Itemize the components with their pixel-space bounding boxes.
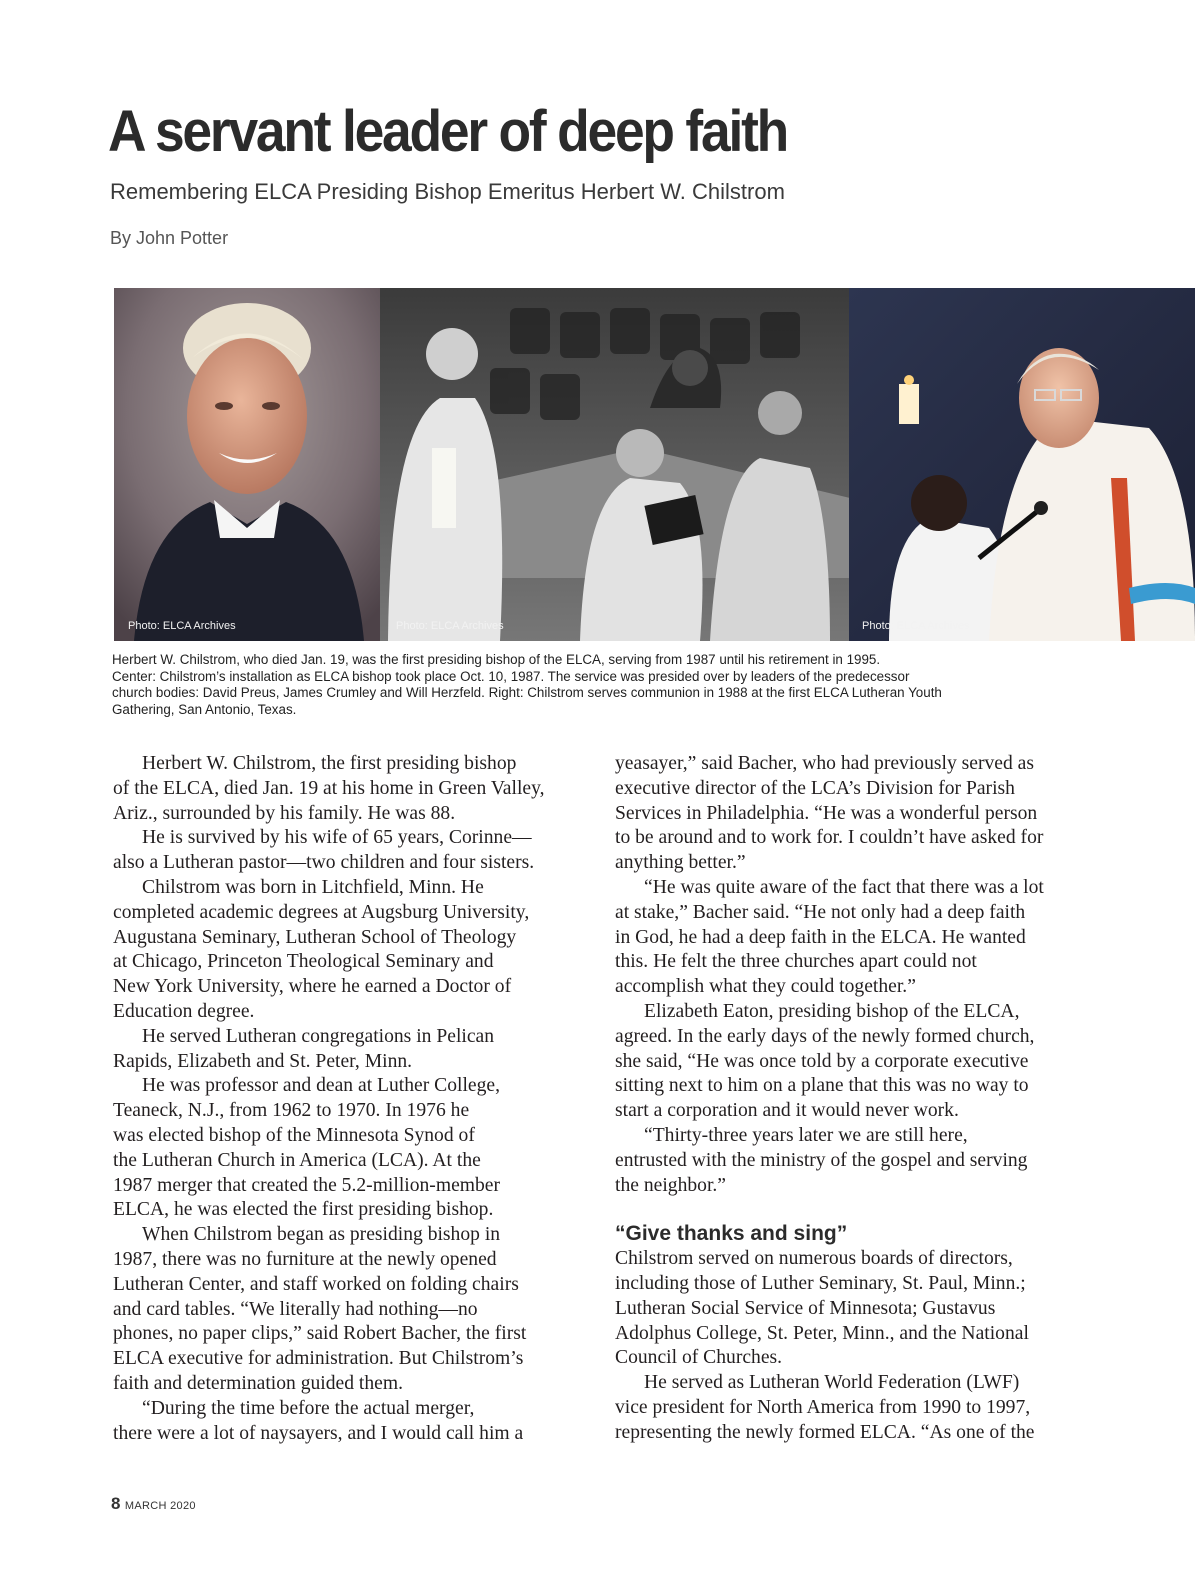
paragraph: When Chilstrom began as presiding bishop in 1987, there was no furniture at the newly opened Lutheran Center, and staff worked on folding chairs and card tables. “We literally had nothing—no phones, no paper clips,” said Robert Bacher, the first ELCA executive for administration. But Chilstrom’s faith and determination guided them. — [113, 1224, 527, 1394]
paragraph: “He was quite aware of the fact that there was a lot at stake,” Bacher said. “He not only had a deep faith in God, he had a deep faith in the ELCA. He wanted this. He felt the three churches apart could not accomplish what they could together.” — [615, 876, 1044, 998]
body-column-right — [615, 752, 1090, 1446]
page-folio — [111, 1494, 196, 1514]
body-column-left — [113, 752, 585, 1446]
paragraph: Chilstrom was born in Litchfield, Minn. He completed academic degrees at Augsburg University, Augustana Seminary, Lutheran School of Theology at Chicago, Princeton Theological Seminary and New York University, where he earned a Doctor of Education degree. — [113, 876, 530, 1022]
caption-line: Gathering, San Antonio, Texas. — [112, 701, 297, 717]
caption-line: Herbert W. Chilstrom, who died Jan. 19, was the first presiding bishop of the ELCA, serving from 1987 until his retirement in 1995. — [112, 652, 881, 667]
section-heading: “Give thanks and sing” — [615, 1222, 848, 1246]
paragraph: “During the time before the actual merger, there were a lot of naysayers, and I would call him a — [113, 1397, 524, 1444]
paragraph: Chilstrom served on numerous boards of directors, including those of Luther Seminary, St. Paul, Minn.; Lutheran Social Service of Minnesota; Gustavus Adolphus College, St. Peter, Minn., and the National Council of Churches. — [615, 1248, 1029, 1369]
paragraph: “Thirty-three years later we are still here, entrusted with the ministry of the gospel and serving the neighbor.” — [615, 1124, 1028, 1196]
paragraph: yeasayer,” said Bacher, who had previously served as executive director of the LCA’s Division for Parish Services in Philadelphia. “He was a wonderful person to be around and to work for. I couldn’t have asked for anything better.” — [615, 753, 1044, 874]
issue-date: MARCH 2020 — [124, 1500, 196, 1512]
paragraph: He was professor and dean at Luther College, Teaneck, N.J., from 1962 to 1970. In 1976 he was elected bishop of the Minnesota Synod of the Lutheran Church in America (LCA). At the 1987 merger that created the 5.2-million-member ELCA, he was elected the first presiding bishop. — [113, 1075, 501, 1221]
page-number: 8 — [111, 1494, 121, 1513]
byline: By John Potter — [110, 228, 229, 248]
paragraph: He is survived by his wife of 65 years, Corinne— also a Lutheran pastor—two children and four sisters. — [113, 827, 535, 874]
subheadline: Remembering ELCA Presiding Bishop Emeritus Herbert W. Chilstrom — [110, 179, 785, 204]
photo-credit: Photo: ELCA Archives — [128, 620, 236, 632]
paragraph: Herbert W. Chilstrom, the first presiding bishop of the ELCA, died Jan. 19 at his home in Green Valley, Ariz., surrounded by his family. He was 88. — [113, 753, 545, 824]
communion-photo — [849, 288, 1195, 641]
photo-credit: Photo: ELCA Archives — [396, 620, 504, 632]
headline: A servant leader of deep faith — [108, 99, 788, 164]
paragraph: He served as Lutheran World Federation (LWF) vice president for North America from 1990 to 1997, representing the newly formed ELCA. “As one of the — [615, 1372, 1035, 1443]
portrait-photo — [114, 288, 380, 641]
photo-credit: Photo: ELCA Archives — [862, 620, 970, 632]
photo-caption — [112, 652, 1082, 718]
paragraph: Elizabeth Eaton, presiding bishop of the ELCA, agreed. In the early days of the newly formed church, she said, “He was once told by a corporate executive sitting next to him on a plane that this was no way to start a corporation and it would never work. — [615, 1000, 1035, 1122]
installation-photo — [380, 288, 849, 641]
photo-strip — [114, 288, 1195, 641]
paragraph: He served Lutheran congregations in Pelican Rapids, Elizabeth and St. Peter, Minn. — [113, 1025, 495, 1072]
caption-line: Center: Chilstrom’s installation as ELCA bishop took place Oct. 10, 1987. The service was presided over by leaders of the predecessor — [112, 668, 910, 684]
caption-line: church bodies: David Preus, James Crumley and Will Herzfeld. Right: Chilstrom serves communion in 1988 at the first ELCA Lutheran Youth — [112, 685, 942, 700]
